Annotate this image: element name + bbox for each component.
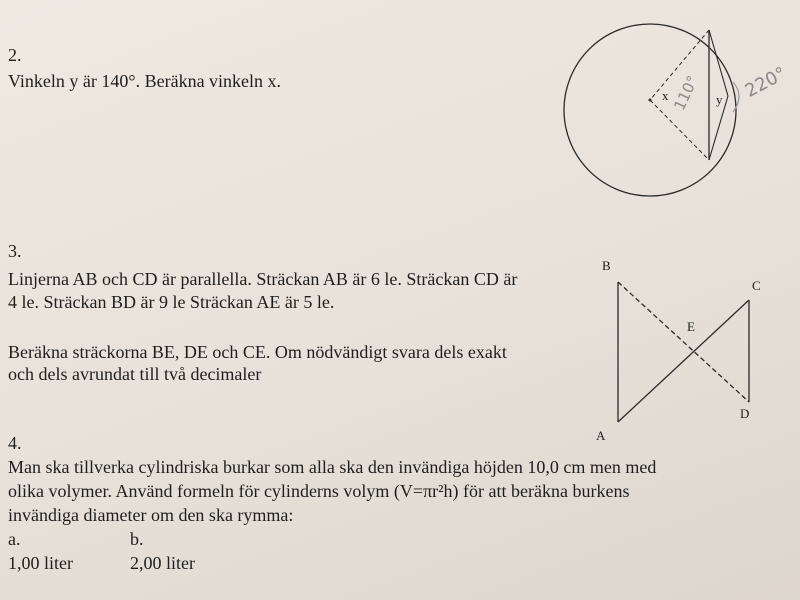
part-a-label: a. <box>8 529 21 549</box>
segment-BD <box>618 282 749 402</box>
point-C-label: C <box>752 278 761 293</box>
question-2-number: 2. <box>8 45 22 65</box>
question-3-line-4: och dels avrundat till två decimaler <box>8 364 262 384</box>
point-D-label: D <box>740 406 750 421</box>
point-B-label: B <box>602 258 611 273</box>
question-2-text: Vinkeln y är 140°. Beräkna vinkeln x. <box>8 71 282 91</box>
question-4-line-1: Man ska tillverka cylindriska burkar som alla ska den invändiga höjden 10,0 cm men med <box>8 457 657 477</box>
question-3-line-1: Linjerna AB och CD är parallella. Sträckan AB är 6 le. Sträckan CD är <box>8 269 518 289</box>
angle-y-label: y <box>716 92 723 107</box>
question-3-line-3: Beräkna sträckorna BE, DE och CE. Om nödvändigt svara dels exakt <box>8 342 507 362</box>
question-3-line-2: 4 le. Sträckan BD är 9 le Sträckan AE är 5 le. <box>8 292 335 312</box>
handwritten-220: 220° <box>741 63 790 102</box>
angle-x-label: x <box>662 88 669 103</box>
question-4-number: 4. <box>8 433 22 453</box>
part-b-value: 2,00 liter <box>130 553 195 573</box>
point-A-label: A <box>596 428 606 443</box>
point-E-label: E <box>687 319 695 334</box>
segment-AC <box>618 300 749 422</box>
question-4-line-2: olika volymer. Använd formeln för cylinderns volym (V=πr²h) för att beräkna burkens <box>8 481 630 501</box>
part-a-value: 1,00 liter <box>8 553 73 573</box>
part-b-label: b. <box>130 529 144 549</box>
question-4-line-3: invändiga diameter om den ska rymma: <box>8 505 294 525</box>
question-3-number: 3. <box>8 241 22 261</box>
handwritten-110: 110° <box>670 72 702 114</box>
